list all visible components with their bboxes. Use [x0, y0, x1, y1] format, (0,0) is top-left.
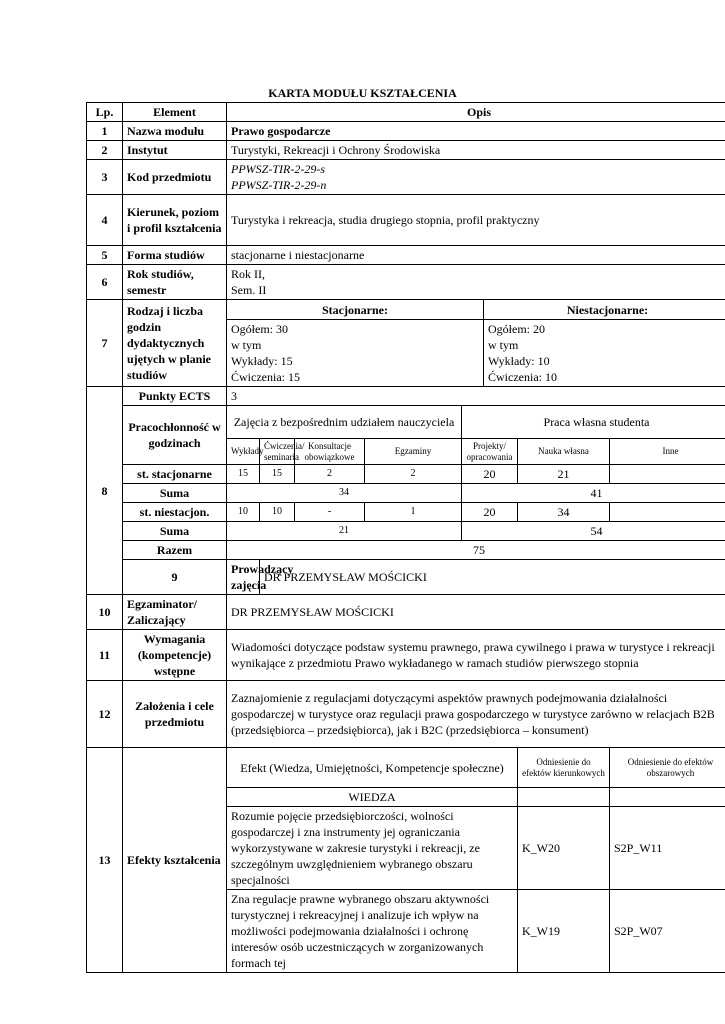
row-label: Prowadzący zajęcia [227, 560, 260, 595]
hours-cell: 15 [227, 465, 260, 484]
row-label: Założenia i cele przedmiotu [123, 681, 227, 748]
total-label: Razem [123, 541, 227, 560]
row-8-stationary [87, 465, 725, 484]
header-lp: Lp. [87, 103, 123, 122]
area-reference-heading: Odniesienie do efektów obszarowych [610, 748, 725, 788]
row-8-head-1 [87, 406, 725, 439]
row-label: Rodzaj i liczba godzin dydaktycznych ujętych w planie studiów [123, 300, 227, 387]
course-code-value [227, 160, 725, 195]
part-time-heading: Niestacjonarne: [484, 300, 725, 320]
knowledge-heading: WIEDZA [227, 788, 518, 807]
module-card-table [86, 102, 725, 973]
row-number: 12 [87, 681, 123, 748]
row-number: 11 [87, 630, 123, 681]
row-number: 1 [87, 122, 123, 141]
row-13-head [87, 748, 725, 788]
row-number: 4 [87, 195, 123, 246]
document-title: KARTA MODUŁU KSZTAŁCENIA [268, 86, 457, 100]
hours-line: Ogółem: 20 [488, 322, 545, 336]
prerequisites-value: Wiadomości dotyczące podstaw systemu prawnego, prawa cywilnego i prawa w turystyce i rekreacji wynikające z przedmiotu Prawo wykładanego w ramach studiów pierwszego stopnia [227, 630, 725, 681]
sum-own: 54 [462, 522, 725, 541]
hours-cell: 10 [227, 503, 260, 522]
row-5 [87, 246, 725, 265]
area-reference: S2P_W11 [610, 807, 725, 890]
hours-line: w tym [488, 338, 519, 352]
col-lectures: Wykłady [227, 439, 260, 465]
hours-cell: 20 [462, 465, 518, 484]
row-2 [87, 141, 725, 160]
year-value: Rok II, [231, 267, 265, 281]
col-projects: Projekty/ opracowania [462, 439, 518, 465]
col-consultations: Konsultacje obowiązkowe [295, 439, 365, 465]
col-self-study: Nauka własna [518, 439, 610, 465]
hours-line: Ćwiczenia: 10 [488, 370, 557, 384]
stationary-hours [227, 320, 484, 387]
row-number: 3 [87, 160, 123, 195]
hours-cell: 1 [365, 503, 462, 522]
hours-cell [610, 465, 725, 484]
hours-line: Wykłady: 10 [488, 354, 550, 368]
header-opis: Opis [227, 103, 725, 122]
area-reference: S2P_W07 [610, 890, 725, 973]
row-label: Kod przedmiotu [123, 160, 227, 195]
hours-cell: 2 [365, 465, 462, 484]
row-label: Rok studiów, semestr [123, 265, 227, 300]
hours-cell: 10 [260, 503, 295, 522]
col-exams: Egzaminy [365, 439, 462, 465]
header-element: Element [123, 103, 227, 122]
hours-cell: 15 [260, 465, 295, 484]
lecturer-value: DR PRZEMYSŁAW MOŚCICKI [260, 560, 725, 595]
hours-line: w tym [231, 338, 262, 352]
workload-label: Pracochłonność w godzinach [123, 406, 227, 465]
row-11 [87, 630, 725, 681]
row-9 [87, 560, 725, 595]
row-number: 9 [123, 560, 227, 595]
sum-direct: 34 [227, 484, 462, 503]
semester-value: Sem. II [231, 283, 267, 297]
row-label: Instytut [123, 141, 227, 160]
empty-cell [518, 788, 610, 807]
part-time-hours [484, 320, 725, 387]
row-label: Nazwa modułu [123, 122, 227, 141]
ects-value: 3 [227, 387, 725, 406]
row-number: 6 [87, 265, 123, 300]
study-form-value: stacjonarne i niestacjonarne [227, 246, 725, 265]
year-semester-value [227, 265, 725, 300]
row-number: 8 [87, 387, 123, 595]
row-12 [87, 681, 725, 748]
hours-line: Wykłady: 15 [231, 354, 293, 368]
row-label: Forma studiów [123, 246, 227, 265]
header-row [87, 103, 725, 122]
sum-direct: 21 [227, 522, 462, 541]
row-label: Kierunek, poziom i profil kształcenia [123, 195, 227, 246]
row-label: Egzaminator/ Zaliczający [123, 595, 227, 630]
field-of-study-value: Turystyka i rekreacja, studia drugiego stopnia, profil praktyczny [227, 195, 725, 246]
direct-contact-heading: Zajęcia z bezpośrednim udziałem nauczyciela [227, 406, 462, 439]
hours-cell [610, 503, 725, 522]
own-work-heading: Praca własna studenta [462, 406, 725, 439]
row-8-total [87, 541, 725, 560]
row-number: 13 [87, 748, 123, 973]
effect-text: Rozumie pojęcie przedsiębiorczości, wolności gospodarczej i zna instrumenty jej ograniczania wykorzystywane w zakresie turystyki i rekreacji, ze szczególnym uwzględnieniem wybranego obszaru specjalności [227, 807, 518, 890]
row-1 [87, 122, 725, 141]
field-reference: K_W19 [518, 890, 610, 973]
row-4 [87, 195, 725, 246]
stationary-heading: Stacjonarne: [227, 300, 484, 320]
hours-cell: 2 [295, 465, 365, 484]
row-7-head [87, 300, 725, 320]
field-reference: K_W20 [518, 807, 610, 890]
effect-heading: Efekt (Wiedza, Umiejętności, Kompetencje społeczne) [227, 748, 518, 788]
col-exercises: Ćwiczenia/ seminaria [260, 439, 295, 465]
hours-cell: - [295, 503, 365, 522]
course-code-part-time: PPWSZ-TIR-2-29-n [231, 178, 327, 192]
field-reference-heading: Odniesienie do efektów kierunkowych [518, 748, 610, 788]
sum-label: Suma [123, 484, 227, 503]
row-number: 2 [87, 141, 123, 160]
sum-own: 41 [462, 484, 725, 503]
col-other: Inne [610, 439, 725, 465]
row-8-part-time [87, 503, 725, 522]
part-time-label: st. niestacjon. [123, 503, 227, 522]
hours-cell: 20 [462, 503, 518, 522]
hours-cell: 34 [518, 503, 610, 522]
row-8-ects [87, 387, 725, 406]
row-3 [87, 160, 725, 195]
row-label: Efekty kształcenia [123, 748, 227, 973]
institute-value: Turystyki, Rekreacji i Ochrony Środowiska [227, 141, 725, 160]
row-label: Wymagania (kompetencje) wstępne [123, 630, 227, 681]
effect-text: Zna regulacje prawne wybranego obszaru aktywności turystycznej i rekreacyjnej i analizuje ich wpływ na możliwości podejmowania działalności i ochronę interesów osób uczestniczących w zorganizowanych formach tej [227, 890, 518, 973]
hours-line: Ogółem: 30 [231, 322, 288, 336]
row-number: 10 [87, 595, 123, 630]
hours-line: Ćwiczenia: 15 [231, 370, 300, 384]
course-goals-value: Zaznajomienie z regulacjami dotyczącymi aspektów prawnych podejmowania działalności gospodarczej w turystyce oraz regulacji prawa gospodarczego w turystyce zarówno w relacjach B2B (przedsiębiorca – przedsiębiorca), jak i B2C (przedsiębiorca – konsument) [227, 681, 725, 748]
module-name-value: Prawo gospodarcze [227, 122, 725, 141]
ects-label: Punkty ECTS [123, 387, 227, 406]
empty-cell [610, 788, 725, 807]
row-8-part-time-sum [87, 522, 725, 541]
row-number: 5 [87, 246, 123, 265]
sum-label: Suma [123, 522, 227, 541]
row-10 [87, 595, 725, 630]
row-6 [87, 265, 725, 300]
total-value: 75 [227, 541, 725, 560]
examiner-value: DR PRZEMYSŁAW MOŚCICKI [227, 595, 725, 630]
row-8-stationary-sum [87, 484, 725, 503]
course-code-stationary: PPWSZ-TIR-2-29-s [231, 162, 325, 176]
hours-cell: 21 [518, 465, 610, 484]
stationary-label: st. stacjonarne [123, 465, 227, 484]
row-number: 7 [87, 300, 123, 387]
